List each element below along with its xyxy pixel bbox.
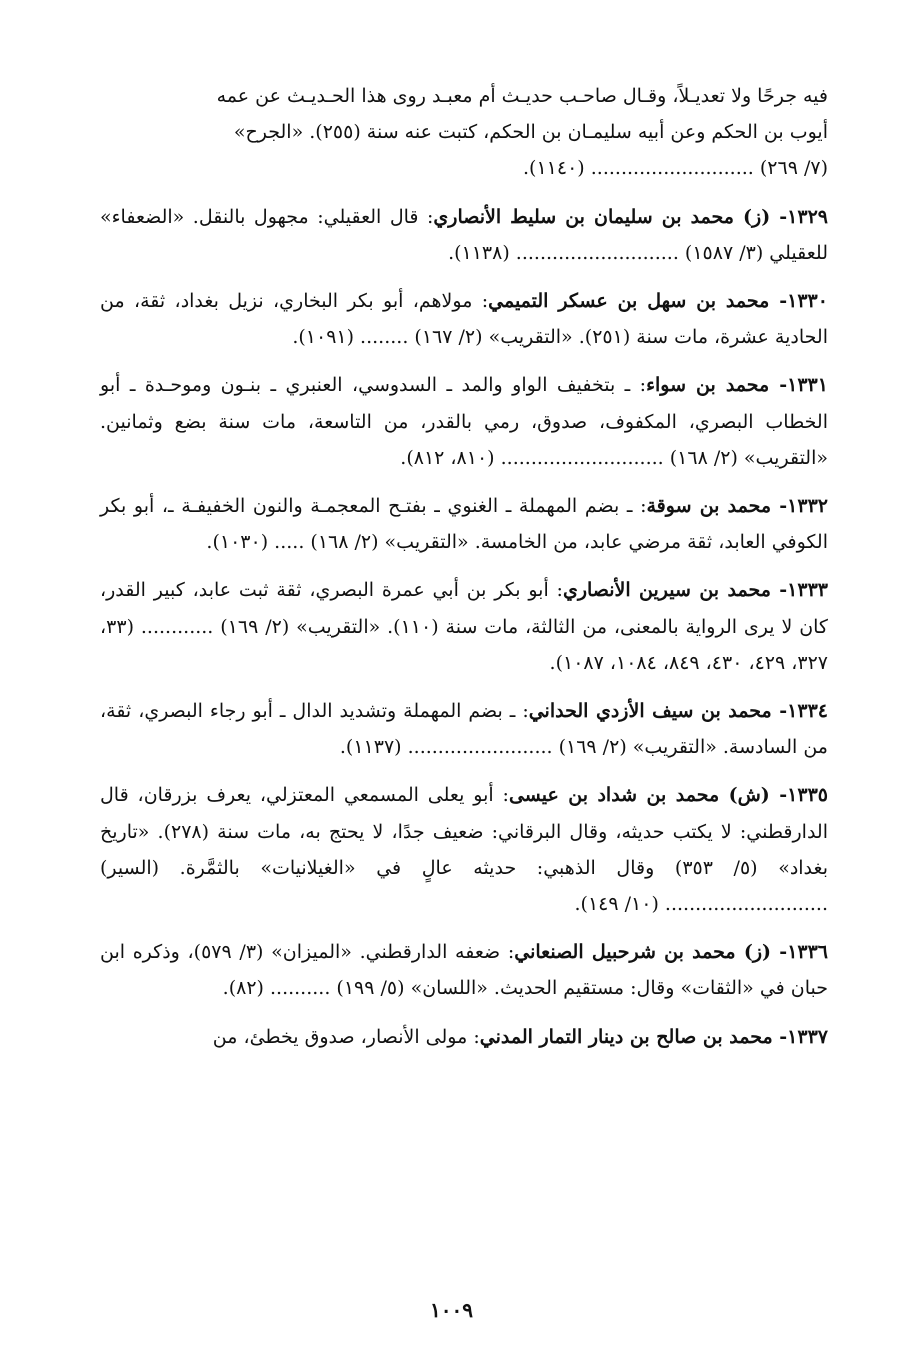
narrator-entry	[100, 1019, 828, 1055]
narrator-entry	[100, 934, 828, 1006]
entry-number: ١٣٣٥-	[769, 784, 828, 807]
page-body	[100, 78, 828, 1067]
narrator-name: محمد بن سيف الأزدي الحداني	[528, 700, 772, 723]
narrator-name: محمد بن شداد بن عيسى	[508, 784, 720, 807]
narrator-entry	[100, 572, 828, 681]
entry-number: ١٣٣٦-	[771, 941, 829, 964]
entry-source-code: (ز)	[735, 941, 772, 964]
page-number: ١٠٠٩	[430, 1298, 473, 1322]
narrator-entry	[100, 777, 828, 922]
entry-number: ١٣٢٩-	[770, 205, 828, 228]
narrator-name: محمد بن شرحبيل الصنعاني	[514, 941, 736, 964]
entry-text: : مولاهم، أبو بكر البخاري، نزيل بغداد، ثقة، من الحادية عشرة، مات سنة (٢٥١). «التقريب» (٢/ ١٦٧) ........ (١٠٩١).	[100, 290, 828, 349]
entry-text: : ـ بتخفيف الواو والمد ـ السدوسي، العنبري ـ بنـون وموحـدة ـ أبو الخطاب البصري، المكفوف، صدوق، رمي بالقدر، من التاسعة، مات سنة بضع وثمانين. «التقريب» (٢/ ١٦٨) ........................... (٨١٠، ٨١٢).	[100, 374, 828, 469]
narrator-entry	[100, 283, 828, 355]
entry-number: ١٣٣٠-	[769, 290, 828, 313]
narrator-name: محمد بن سيرين الأنصاري	[562, 579, 771, 602]
narrator-name: محمد بن سليمان بن سليط الأنصاري	[433, 205, 734, 228]
entry-number: ١٣٣٤-	[771, 700, 828, 723]
narrator-entry	[100, 488, 828, 560]
narrator-name: محمد بن صالح بن دينار التمار المدني	[479, 1025, 773, 1048]
entry-number: ١٣٣٢-	[771, 495, 828, 518]
narrator-name: محمد بن سواء	[646, 374, 770, 397]
entry-source-code: (ز)	[733, 205, 771, 228]
entry-text: : قال العقيلي: مجهول بالنقل. «الضعفاء» للعقيلي (٣/ ١٥٨٧) ........................... (١١٣٨).	[100, 205, 828, 264]
entry-text: : أبو بكر بن أبي عمرة البصري، ثقة ثبت عابد، كبير القدر، كان لا يرى الرواية بالمعنى، من الثالثة، مات سنة (١١٠). «التقريب» (٢/ ١٦٩) ............ (٣٣، ٣٢٧، ٤٢٩، ٤٣٠، ٨٤٩، ١٠٨٤، ١٠٨٧).	[100, 579, 828, 674]
entry-number: ١٣٣٧-	[772, 1025, 828, 1048]
entry-text: : ـ بضم المهملة ـ الغنوي ـ بفتـح المعجمـة والنون الخفيفـة ـ، أبو بكر الكوفي العابد، ثقة مرضي عابد، من الخامسة. «التقريب» (٢/ ١٦٨) ..... (١٠٣٠).	[100, 495, 828, 554]
entry-text: : أبو يعلى المسمعي المعتزلي، يعرف بزرقان، قال الدارقطني: لا يكتب حديثه، وقال البرقاني: ضعيف جدًا، لا يحتج به، مات سنة (٢٧٨). «تاريخ بغداد» (٥/ ٣٥٣) وقال الذهبي: حديثه عالٍ في «الغيلانيات» بالثمَّرة. (السير) ........................... (١٠/ ١٤٩).	[100, 784, 828, 916]
narrator-entry	[100, 693, 828, 765]
entry-number: ١٣٣١-	[769, 374, 828, 397]
narrator-entry	[100, 199, 828, 271]
continuation-paragraph	[100, 78, 828, 187]
narrator-entry	[100, 367, 828, 476]
narrator-name: محمد بن سوقة	[646, 495, 772, 518]
entry-text: : ـ بضم المهملة وتشديد الدال ـ أبو رجاء البصري، ثقة، من السادسة. «التقريب» (٢/ ١٦٩) ........................ (١١٣٧).	[100, 700, 828, 759]
continuation-line: (٧/ ٢٦٩) ........................... (١١٤٠).	[523, 157, 828, 180]
entry-number: ١٣٣٣-	[770, 579, 828, 602]
entry-text: : مولى الأنصار، صدوق يخطئ، من	[212, 1025, 480, 1048]
entry-source-code: (ش)	[719, 784, 770, 807]
continuation-line: أيوب بن الحكم وعن أبيه سليمـان بن الحكم، كتبت عنه سنة (٢٥٥). «الجرح»	[233, 121, 828, 144]
entry-text: : ضعفه الدارقطني. «الميزان» (٣/ ٥٧٩)، وذكره ابن حبان في «الثقات» وقال: مستقيم الحديث. «اللسان» (٥/ ١٩٩) .......... (٨٢).	[100, 941, 828, 1000]
narrator-name: محمد بن سهل بن عسكر التميمي	[488, 290, 770, 313]
continuation-line: فيه جرحًا ولا تعديـلاً، وقـال صاحـب حديـث أم معبـد روى هذا الحـديـث عن عمه	[216, 85, 828, 107]
